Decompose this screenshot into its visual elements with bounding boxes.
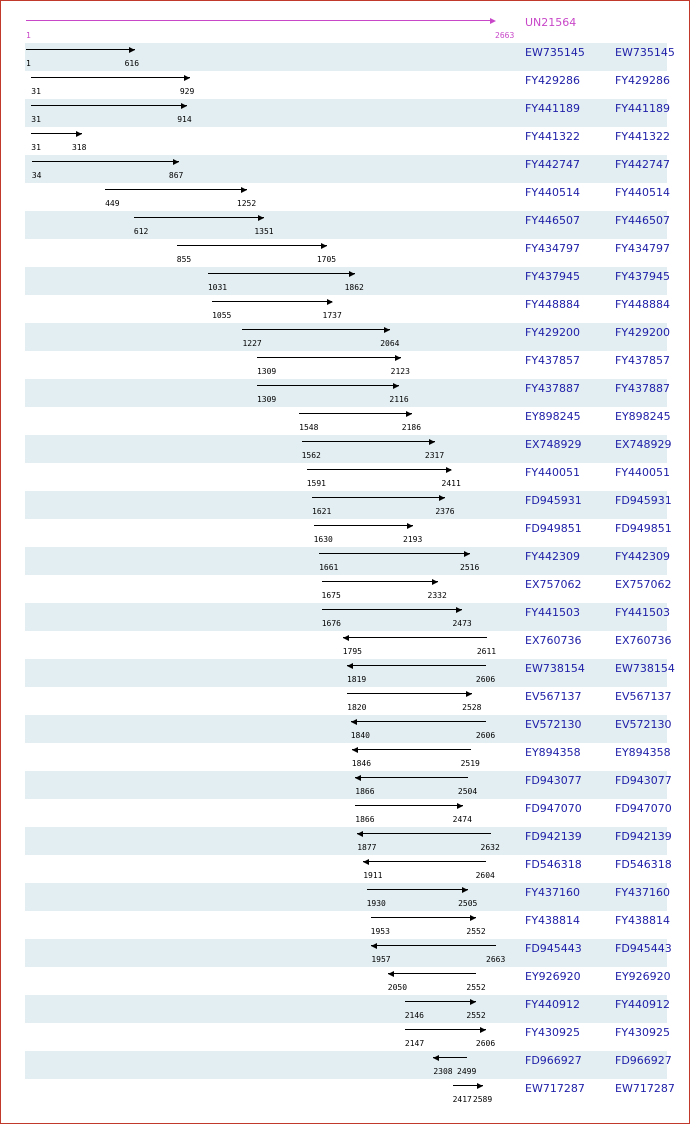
alignment-arrow-line [105, 189, 247, 190]
accession-link[interactable]: FY437160 [525, 886, 581, 899]
alignment-start-label: 2146 [404, 1011, 424, 1020]
arrowhead-left-icon [355, 775, 361, 781]
alignment-arrow-line [322, 609, 463, 610]
alignment-start-label: 31 [31, 143, 41, 152]
accession-link[interactable]: FD945443 [525, 942, 582, 955]
accession-link[interactable]: FY429200 [525, 326, 581, 339]
arrowhead-right-icon [258, 215, 264, 221]
accession-link-secondary[interactable]: EX760736 [615, 634, 672, 647]
accession-link[interactable]: FY437887 [525, 382, 581, 395]
arrowhead-right-icon [466, 691, 472, 697]
accession-link[interactable]: FD546318 [525, 858, 582, 871]
arrowhead-left-icon [352, 747, 358, 753]
alignment-arrow-line [355, 805, 462, 806]
accession-link[interactable]: EV572130 [525, 718, 582, 731]
accession-link-secondary[interactable]: FY429286 [615, 74, 671, 87]
alignment-end-label: 2504 [457, 787, 478, 796]
alignment-row [25, 743, 671, 771]
alignment-start-label: 1562 [301, 451, 321, 460]
arrowhead-left-icon [343, 635, 349, 641]
alignment-start-label: 1819 [346, 675, 367, 684]
alignment-arrow-line [351, 721, 486, 722]
alignment-arrow-line [319, 553, 470, 554]
arrowhead-right-icon [462, 887, 468, 893]
alignment-start-label: 1911 [363, 871, 383, 880]
alignment-end-label: 2474 [452, 815, 472, 824]
alignment-row [25, 771, 672, 799]
accession-link-secondary[interactable]: FD945931 [615, 494, 672, 507]
alignment-start-label: 1 [26, 59, 31, 68]
alignment-arrow-line [307, 469, 452, 470]
alignment-end-label: 616 [124, 59, 140, 68]
alignment-row [25, 547, 671, 575]
alignment-arrow-line [31, 133, 82, 134]
accession-link-secondary[interactable]: EY926920 [615, 970, 671, 983]
alignment-end-label: 318 [71, 143, 87, 152]
alignment-arrow-line [405, 1001, 477, 1002]
alignment-end-label: 2064 [380, 339, 400, 348]
accession-link-secondary[interactable]: FY429200 [615, 326, 671, 339]
accession-link[interactable]: EY894358 [525, 746, 581, 759]
arrowhead-right-icon [393, 383, 399, 389]
alignment-row [25, 491, 672, 519]
alignment-start-label: 1621 [312, 507, 332, 516]
accession-link[interactable]: EW738154 [525, 662, 585, 675]
alignment-row [25, 43, 675, 71]
accession-link-secondary[interactable]: FY437887 [615, 382, 671, 395]
alignment-start-label: 1866 [355, 787, 375, 796]
alignment-row [25, 435, 672, 463]
alignment-row [25, 379, 671, 407]
arrowhead-left-icon [363, 859, 369, 865]
accession-link[interactable]: FY446507 [525, 214, 581, 227]
accession-link[interactable]: FD949851 [525, 522, 582, 535]
alignment-end-label: 1252 [236, 199, 257, 208]
arrowhead-right-icon [464, 551, 470, 557]
reference-arrow-line [26, 20, 490, 21]
alignment-start-label: 1840 [350, 731, 370, 740]
alignment-row [25, 883, 671, 911]
alignment-start-label: 449 [105, 199, 120, 208]
alignment-arrow-line [312, 497, 445, 498]
alignment-arrow-line [257, 385, 399, 386]
alignment-arrow-line [347, 693, 472, 694]
alignment-start-label: 1227 [242, 339, 262, 348]
alignment-arrow-line [31, 105, 187, 106]
alignment-row [25, 127, 671, 155]
alignment-start-label: 1591 [306, 479, 326, 488]
alignment-start-label: 1309 [256, 395, 277, 404]
alignment-end-label: 2589 [472, 1095, 493, 1104]
alignment-end-label: 1705 [316, 255, 337, 264]
alignment-row [25, 519, 672, 547]
arrowhead-left-icon [388, 971, 394, 977]
accession-link[interactable]: FD942139 [525, 830, 582, 843]
alignment-arrow-line [322, 581, 438, 582]
accession-link[interactable]: FY438814 [525, 914, 581, 927]
alignment-row [25, 267, 671, 295]
accession-link-secondary[interactable]: FD943077 [615, 774, 672, 787]
accession-link-secondary[interactable]: EW735145 [615, 46, 675, 59]
alignment-arrow-line [355, 777, 468, 778]
alignment-row [25, 799, 672, 827]
alignment-end-label: 2552 [466, 927, 486, 936]
reference-id[interactable]: UN21564 [525, 16, 577, 29]
accession-link[interactable]: FY441503 [525, 606, 581, 619]
alignment-row [25, 603, 671, 631]
alignment-end-label: 2552 [466, 983, 486, 992]
alignment-start-label: 1795 [342, 647, 362, 656]
accession-link[interactable]: FY440051 [525, 466, 581, 479]
alignment-row [25, 715, 672, 743]
accession-link[interactable]: FY437857 [525, 354, 581, 367]
alignment-end-label: 2186 [401, 423, 422, 432]
accession-link[interactable]: FD966927 [525, 1054, 582, 1067]
accession-link[interactable]: FY448884 [525, 298, 581, 311]
alignment-start-label: 1630 [313, 535, 333, 544]
accession-link-secondary[interactable]: EY898245 [615, 410, 671, 423]
alignment-end-label: 2606 [475, 1039, 496, 1048]
alignment-start-label: 1866 [355, 815, 375, 824]
alignment-arrow-line [26, 49, 135, 50]
arrowhead-right-icon [321, 243, 327, 249]
accession-link-secondary[interactable]: EX757062 [615, 578, 672, 591]
arrowhead-left-icon [371, 943, 377, 949]
alignment-row [25, 99, 671, 127]
arrowhead-right-icon [327, 299, 333, 305]
arrowhead-right-icon [477, 1083, 483, 1089]
alignment-start-label: 1676 [321, 619, 341, 628]
accession-link-secondary[interactable]: FY441322 [615, 130, 671, 143]
alignment-start-label: 31 [31, 115, 41, 124]
accession-link-secondary[interactable]: FY441503 [615, 606, 671, 619]
alignment-start-label: 855 [176, 255, 192, 264]
accession-link-secondary[interactable]: FY446507 [615, 214, 671, 227]
accession-link-secondary[interactable]: FD949851 [615, 522, 672, 535]
alignment-start-label: 612 [133, 227, 149, 236]
accession-link-secondary[interactable]: FY441189 [615, 102, 671, 115]
alignment-arrow-line [257, 357, 401, 358]
alignment-end-label: 2317 [424, 451, 445, 460]
arrowhead-right-icon [432, 579, 438, 585]
alignment-arrow-line [357, 833, 490, 834]
accession-link-secondary[interactable]: FY442309 [615, 550, 671, 563]
arrowhead-right-icon [470, 915, 476, 921]
accession-link[interactable]: EX760736 [525, 634, 582, 647]
alignment-end-label: 2332 [427, 591, 447, 600]
alignment-start-label: 1930 [366, 899, 386, 908]
alignment-end-label: 2376 [435, 507, 455, 516]
alignment-start-label: 31 [31, 87, 41, 96]
arrowhead-right-icon [384, 327, 390, 333]
alignment-end-label: 867 [168, 171, 184, 180]
arrowhead-right-icon [406, 411, 412, 417]
accession-link-secondary[interactable]: EW738154 [615, 662, 675, 675]
accession-link-secondary[interactable]: FD945443 [615, 942, 672, 955]
arrowhead-left-icon [433, 1055, 439, 1061]
alignment-arrow-line [208, 273, 355, 274]
alignment-row [25, 995, 671, 1023]
reference-end-label: 2663 [495, 31, 515, 40]
alignment-start-label: 2417 [452, 1095, 472, 1104]
accession-link-secondary[interactable]: EX748929 [615, 438, 672, 451]
accession-link-secondary[interactable]: EW717287 [615, 1082, 675, 1095]
accession-link-secondary[interactable]: FY440912 [615, 998, 671, 1011]
alignment-end-label: 2116 [389, 395, 409, 404]
alignment-arrow-line [371, 945, 496, 946]
arrowhead-right-icon [470, 999, 476, 1005]
alignment-arrow-line [134, 217, 264, 218]
arrowhead-left-icon [351, 719, 357, 725]
arrowhead-right-icon [173, 159, 179, 165]
alignment-row [25, 211, 671, 239]
accession-link[interactable]: FY440514 [525, 186, 581, 199]
alignment-row [25, 463, 671, 491]
alignment-start-label: 2308 [433, 1067, 453, 1076]
accession-link-secondary[interactable]: FY440051 [615, 466, 671, 479]
alignment-arrow-line [32, 161, 179, 162]
alignment-end-label: 2123 [390, 367, 410, 376]
alignment-end-label: 2632 [480, 843, 500, 852]
arrowhead-right-icon [439, 495, 445, 501]
alignment-arrow-line [31, 77, 190, 78]
alignment-end-label: 2516 [460, 563, 480, 572]
alignment-row [25, 323, 671, 351]
alignment-arrow-line [371, 917, 477, 918]
alignment-start-label: 1031 [207, 283, 228, 292]
alignment-arrow-line [352, 749, 471, 750]
arrowhead-right-icon [446, 467, 452, 473]
alignment-arrow-line [302, 441, 435, 442]
alignment-start-label: 1820 [347, 703, 367, 712]
alignment-end-label: 2519 [460, 759, 480, 768]
alignment-row [25, 631, 672, 659]
accession-link[interactable]: FY441189 [525, 102, 581, 115]
alignment-row [25, 659, 675, 687]
alignment-start-label: 1957 [371, 955, 391, 964]
accession-link[interactable]: FY440912 [525, 998, 581, 1011]
accession-link-secondary[interactable]: FY430925 [615, 1026, 671, 1039]
alignment-arrow-line [388, 973, 477, 974]
accession-link[interactable]: FY441322 [525, 130, 581, 143]
alignment-end-label: 2411 [441, 479, 461, 488]
accession-link-secondary[interactable]: FY437945 [615, 270, 671, 283]
arrowhead-left-icon [347, 663, 353, 669]
alignment-start-label: 1675 [321, 591, 341, 600]
accession-link-secondary[interactable]: FD546318 [615, 858, 672, 871]
alignment-row [25, 295, 671, 323]
alignment-arrow-line [343, 637, 487, 638]
alignment-row [25, 351, 671, 379]
alignment-start-label: 2147 [404, 1039, 425, 1048]
arrowhead-right-icon [395, 355, 401, 361]
alignment-row [25, 939, 672, 967]
accession-link[interactable]: FD947070 [525, 802, 582, 815]
accession-link[interactable]: EX757062 [525, 578, 582, 591]
alignment-end-label: 2552 [466, 1011, 486, 1020]
accession-link-secondary[interactable]: FY437857 [615, 354, 671, 367]
alignment-start-label: 1548 [299, 423, 319, 432]
alignment-start-label: 1309 [256, 367, 277, 376]
accession-link[interactable]: FD945931 [525, 494, 582, 507]
alignment-row [25, 407, 671, 435]
accession-link-secondary[interactable]: FD966927 [615, 1054, 672, 1067]
arrowhead-right-icon [480, 1027, 486, 1033]
reference-arrowhead [490, 18, 496, 24]
alignment-arrow-line [347, 665, 486, 666]
alignment-end-label: 2473 [452, 619, 472, 628]
accession-link[interactable]: EV567137 [525, 690, 582, 703]
alignment-arrow-line [177, 245, 327, 246]
alignment-end-label: 2499 [457, 1067, 477, 1076]
alignment-row [25, 71, 671, 99]
alignment-row [25, 1051, 672, 1079]
alignment-end-label: 2663 [486, 955, 506, 964]
alignment-row [25, 1079, 675, 1107]
accession-link[interactable]: EW717287 [525, 1082, 585, 1095]
accession-link-secondary[interactable]: FY438814 [615, 914, 671, 927]
arrowhead-right-icon [129, 47, 135, 53]
arrowhead-right-icon [407, 523, 413, 529]
alignment-end-label: 1351 [254, 227, 274, 236]
alignment-end-label: 2193 [403, 535, 423, 544]
accession-link[interactable]: FY442747 [525, 158, 581, 171]
accession-link[interactable]: EW735145 [525, 46, 585, 59]
alignment-row [25, 155, 671, 183]
accession-link-secondary[interactable]: FY442747 [615, 158, 671, 171]
alignment-row [25, 911, 671, 939]
accession-link[interactable]: FD943077 [525, 774, 582, 787]
accession-link-secondary[interactable]: EV567137 [615, 690, 672, 703]
alignment-arrow-line [363, 861, 485, 862]
accession-link[interactable]: EY898245 [525, 410, 581, 423]
alignment-row [25, 183, 671, 211]
alignment-row [25, 687, 672, 715]
arrowhead-right-icon [184, 75, 190, 81]
alignment-start-label: 1661 [319, 563, 339, 572]
alignment-start-label: 1953 [370, 927, 390, 936]
accession-link[interactable]: FY429286 [525, 74, 581, 87]
alignment-end-label: 2604 [475, 871, 495, 880]
alignment-start-label: 34 [31, 171, 42, 180]
alignment-row [25, 967, 671, 995]
accession-link[interactable]: FY430925 [525, 1026, 581, 1039]
alignment-end-label: 914 [177, 115, 192, 124]
alignment-row [25, 855, 672, 883]
accession-link-secondary[interactable]: FD942139 [615, 830, 672, 843]
alignment-arrow-line [242, 329, 390, 330]
accession-link[interactable]: EX748929 [525, 438, 582, 451]
alignment-end-label: 2611 [476, 647, 497, 656]
accession-link-secondary[interactable]: FY448884 [615, 298, 671, 311]
alignment-row [25, 239, 671, 267]
alignment-end-label: 2606 [475, 675, 496, 684]
accession-link-secondary[interactable]: FY437160 [615, 886, 671, 899]
reference-start-label: 1 [26, 31, 31, 40]
alignment-arrow-line [367, 889, 469, 890]
arrowhead-right-icon [456, 607, 462, 613]
alignment-end-label: 2505 [458, 899, 478, 908]
accession-link-secondary[interactable]: FY440514 [615, 186, 671, 199]
arrowhead-right-icon [457, 803, 463, 809]
arrowhead-right-icon [181, 103, 187, 109]
accession-link-secondary[interactable]: FY434797 [615, 242, 671, 255]
alignment-start-label: 2050 [387, 983, 408, 992]
accession-link-secondary[interactable]: FD947070 [615, 802, 672, 815]
arrowhead-right-icon [429, 439, 435, 445]
alignment-arrow-line [314, 525, 413, 526]
alignment-arrow-line [405, 1029, 486, 1030]
arrowhead-left-icon [357, 831, 363, 837]
accession-link[interactable]: FY442309 [525, 550, 581, 563]
alignment-end-label: 1737 [322, 311, 342, 320]
alignment-row [25, 1023, 671, 1051]
alignment-end-label: 2528 [462, 703, 482, 712]
arrowhead-right-icon [349, 271, 355, 277]
accession-link-secondary[interactable]: EY894358 [615, 746, 671, 759]
accession-link[interactable]: FY434797 [525, 242, 581, 255]
arrowhead-right-icon [241, 187, 247, 193]
alignment-row [25, 827, 672, 855]
alignment-row [25, 575, 672, 603]
alignment-arrow-line [299, 413, 412, 414]
alignment-start-label: 1846 [351, 759, 372, 768]
accession-link[interactable]: FY437945 [525, 270, 581, 283]
alignment-start-label: 1055 [212, 311, 232, 320]
alignment-end-label: 2606 [475, 731, 496, 740]
alignment-arrow-line [212, 301, 332, 302]
alignment-end-label: 929 [179, 87, 195, 96]
alignment-end-label: 1862 [344, 283, 364, 292]
accession-link[interactable]: EY926920 [525, 970, 581, 983]
arrowhead-right-icon [76, 131, 82, 137]
accession-link-secondary[interactable]: EV572130 [615, 718, 672, 731]
alignment-start-label: 1877 [357, 843, 377, 852]
